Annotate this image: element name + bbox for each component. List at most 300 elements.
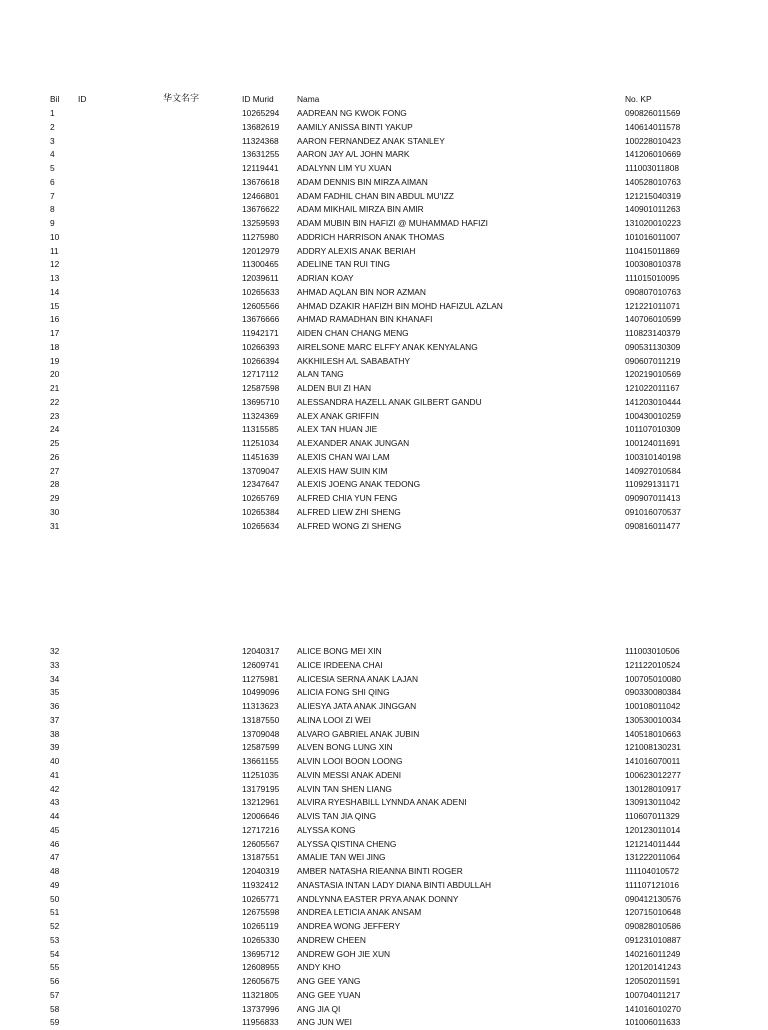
table-row <box>0 810 768 824</box>
cell-nama: ADAM DENNIS BIN MIRZA AIMAN <box>297 176 428 187</box>
cell-bil: 25 <box>50 438 60 448</box>
cell-id-murid: 10266394 <box>242 355 280 366</box>
cell-bil: 3 <box>50 135 55 146</box>
cell-no-kp: 140614011578 <box>625 121 681 132</box>
cell-bil: 55 <box>50 962 60 973</box>
cell-id-murid: 12605567 <box>242 838 280 849</box>
table-row <box>0 272 768 286</box>
cell-id-murid: 13179195 <box>242 783 280 794</box>
cell-bil: 40 <box>50 756 60 766</box>
cell-no-kp: 120715010648 <box>625 907 681 918</box>
cell-id-murid: 13695712 <box>242 948 280 959</box>
cell-nama: AIRELSONE MARC ELFFY ANAK KENYALANG <box>297 341 478 352</box>
cell-no-kp: 131222011064 <box>625 852 681 863</box>
cell-bil: 47 <box>50 852 60 863</box>
cell-no-kp: 121008130231 <box>625 742 681 753</box>
cell-bil: 49 <box>50 879 60 890</box>
cell-bil: 9 <box>50 218 55 228</box>
cell-id-murid: 12039611 <box>242 273 279 283</box>
cell-no-kp: 111104010572 <box>625 866 680 876</box>
cell-nama: ALEXIS JOENG ANAK TEDONG <box>297 479 421 490</box>
cell-bil: 11 <box>50 245 59 256</box>
cell-no-kp: 090807010763 <box>625 286 681 297</box>
cell-nama: ADAM FADHIL CHAN BIN ABDUL MU'IZZ <box>297 190 454 201</box>
cell-no-kp: 110607011329 <box>625 811 680 821</box>
cell-nama: ADAM MIKHAIL MIRZA BIN AMIR <box>297 204 424 215</box>
table-row <box>0 728 768 742</box>
cell-nama: ALEXANDER ANAK JUNGAN <box>297 438 410 448</box>
cell-no-kp: 111107121016 <box>625 879 680 890</box>
cell-nama: ALESSANDRA HAZELL ANAK GILBERT GANDU <box>297 396 482 407</box>
cell-no-kp: 121215040319 <box>625 190 681 201</box>
cell-id-murid: 12040317 <box>242 646 280 656</box>
cell-nama: ALVIN MESSI ANAK ADENI <box>297 769 402 780</box>
cell-no-kp: 090907011413 <box>625 493 681 503</box>
cell-nama: ALDEN BUI ZI HAN <box>297 383 371 393</box>
cell-id-murid: 13631255 <box>242 149 280 160</box>
cell-nama: ALVEN BONG LUNG XIN <box>297 742 393 753</box>
cell-nama: AAMILY ANISSA BINTI YAKUP <box>297 121 413 132</box>
table-row <box>0 934 768 948</box>
cell-bil: 34 <box>50 673 60 684</box>
table-row <box>0 1016 768 1030</box>
table-row <box>0 396 768 410</box>
cell-id-murid: 13187550 <box>242 714 280 725</box>
cell-no-kp: 121122010524 <box>625 659 681 670</box>
table-row <box>0 423 768 437</box>
table-row <box>0 906 768 920</box>
table-row <box>0 258 768 272</box>
cell-id-murid: 11300465 <box>242 259 279 270</box>
cell-nama: ANDREA LETICIA ANAK ANSAM <box>297 907 422 918</box>
table-row <box>0 700 768 714</box>
cell-bil: 24 <box>50 424 60 435</box>
cell-bil: 1 <box>50 108 55 118</box>
cell-bil: 51 <box>50 907 60 918</box>
cell-bil: 59 <box>50 1017 60 1028</box>
cell-no-kp: 140927010584 <box>625 465 681 476</box>
cell-no-kp: 090826011569 <box>625 108 681 118</box>
table-row <box>0 920 768 934</box>
cell-nama: ALYSSA QISTINA CHENG <box>297 838 397 849</box>
cell-bil: 38 <box>50 728 60 739</box>
header-nama: Nama <box>297 94 320 104</box>
table-row <box>0 865 768 879</box>
table-row <box>0 135 768 149</box>
cell-nama: ALEXIS CHAN WAI LAM <box>297 451 390 462</box>
cell-no-kp: 141203010444 <box>625 396 681 407</box>
cell-bil: 35 <box>50 687 60 698</box>
table-row <box>0 783 768 797</box>
cell-nama: ADDRY ALEXIS ANAK BERIAH <box>297 245 416 256</box>
table-row <box>0 231 768 245</box>
cell-nama: AMBER NATASHA RIEANNA BINTI ROGER <box>297 866 463 876</box>
cell-bil: 31 <box>50 520 60 531</box>
table-row <box>0 948 768 962</box>
cell-id-murid: 12609741 <box>242 659 280 670</box>
cell-id-murid: 11321805 <box>242 989 279 1000</box>
table-row <box>0 520 768 534</box>
cell-nama: ALVIN TAN SHEN LIANG <box>297 783 392 794</box>
cell-nama: ALICE BONG MEI XIN <box>297 646 382 656</box>
cell-no-kp: 120219010569 <box>625 369 681 380</box>
cell-no-kp: 120123011014 <box>625 824 681 835</box>
cell-no-kp: 120502011591 <box>625 976 681 986</box>
cell-no-kp: 110823140379 <box>625 328 681 338</box>
cell-nama: ANDLYNNA EASTER PRYA ANAK DONNY <box>297 893 459 904</box>
table-row <box>0 107 768 121</box>
cell-bil: 2 <box>50 121 55 132</box>
cell-no-kp: 140901011263 <box>625 204 681 215</box>
cell-nama: ALIESYA JATA ANAK JINGGAN <box>297 701 417 711</box>
cell-no-kp: 110415011869 <box>625 245 680 256</box>
cell-nama: AHMAD RAMADHAN BIN KHANAFI <box>297 314 433 325</box>
cell-bil: 33 <box>50 659 60 670</box>
cell-bil: 13 <box>50 273 60 283</box>
cell-no-kp: 100705010080 <box>625 673 681 684</box>
cell-bil: 7 <box>50 190 55 201</box>
table-row <box>0 741 768 755</box>
table-row <box>0 659 768 673</box>
cell-id-murid: 11251035 <box>242 769 279 780</box>
table-row <box>0 313 768 327</box>
cell-id-murid: 11313623 <box>242 701 279 711</box>
cell-bil: 12 <box>50 259 60 270</box>
table-row <box>0 673 768 687</box>
cell-bil: 4 <box>50 149 55 160</box>
cell-no-kp: 141206010669 <box>625 149 681 160</box>
cell-bil: 19 <box>50 355 60 366</box>
cell-nama: AKKHILESH A/L SABABATHY <box>297 355 411 366</box>
cell-id-murid: 13682619 <box>242 121 280 132</box>
cell-bil: 16 <box>50 314 60 325</box>
cell-no-kp: 111003011808 <box>625 163 680 173</box>
cell-nama: ALYSSA KONG <box>297 824 356 835</box>
table-row <box>0 437 768 451</box>
cell-nama: ANG JIA QI <box>297 1003 341 1014</box>
cell-nama: ALFRED CHIA YUN FENG <box>297 493 398 503</box>
cell-bil: 26 <box>50 451 60 462</box>
cell-id-murid: 11932412 <box>242 879 279 890</box>
cell-no-kp: 111015010095 <box>625 273 680 283</box>
cell-no-kp: 130530010034 <box>625 714 681 725</box>
cell-no-kp: 100430010259 <box>625 410 681 421</box>
cell-nama: ALEXIS HAW SUIN KIM <box>297 465 388 476</box>
cell-bil: 36 <box>50 701 60 711</box>
cell-nama: ALICESIA SERNA ANAK LAJAN <box>297 673 419 684</box>
cell-bil: 48 <box>50 866 60 876</box>
table-row <box>0 824 768 838</box>
table-row <box>0 796 768 810</box>
cell-nama: ANASTASIA INTAN LADY DIANA BINTI ABDULLAH <box>297 879 492 890</box>
cell-id-murid: 11251034 <box>242 438 279 448</box>
cell-bil: 52 <box>50 921 60 931</box>
cell-bil: 44 <box>50 811 60 821</box>
cell-id-murid: 10265771 <box>242 893 280 904</box>
cell-id-murid: 13709048 <box>242 728 280 739</box>
cell-no-kp: 090828010586 <box>625 921 681 931</box>
table-row <box>0 410 768 424</box>
header-bil: Bil <box>50 94 60 104</box>
cell-nama: ANDREW GOH JIE XUN <box>297 948 391 959</box>
cell-no-kp: 100310140198 <box>625 451 681 462</box>
cell-bil: 28 <box>50 479 60 490</box>
cell-no-kp: 100704011217 <box>625 989 681 1000</box>
cell-no-kp: 130913011042 <box>625 797 681 808</box>
cell-id-murid: 11451639 <box>242 451 279 462</box>
cell-no-kp: 090816011477 <box>625 520 681 531</box>
cell-no-kp: 100124011691 <box>625 438 681 448</box>
cell-bil: 42 <box>50 783 60 794</box>
cell-id-murid: 13695710 <box>242 396 280 407</box>
cell-no-kp: 121022011167 <box>625 383 680 393</box>
cell-nama: ALVIN LOOI BOON LOONG <box>297 756 403 766</box>
cell-no-kp: 090412130576 <box>625 893 681 904</box>
cell-id-murid: 13737996 <box>242 1003 280 1014</box>
cell-bil: 20 <box>50 369 60 380</box>
table-row <box>0 506 768 520</box>
cell-id-murid: 10266393 <box>242 341 280 352</box>
table-row <box>0 327 768 341</box>
cell-id-murid: 11275980 <box>242 231 279 242</box>
header-id-murid: ID Murid <box>242 94 274 104</box>
cell-bil: 6 <box>50 176 55 187</box>
header-chinese-name: 华文名字 <box>163 94 200 104</box>
cell-bil: 10 <box>50 231 60 242</box>
cell-id-murid: 12587598 <box>242 383 280 393</box>
cell-no-kp: 090607011219 <box>625 355 681 366</box>
table-row <box>0 838 768 852</box>
cell-no-kp: 120120141243 <box>625 962 681 973</box>
table-row <box>0 686 768 700</box>
cell-id-murid: 12717112 <box>242 369 279 380</box>
table-row <box>0 176 768 190</box>
cell-id-murid: 13259593 <box>242 218 280 228</box>
table-row <box>0 245 768 259</box>
cell-nama: AARON JAY A/L JOHN MARK <box>297 149 410 160</box>
cell-id-murid: 10265633 <box>242 286 280 297</box>
table-row <box>0 148 768 162</box>
cell-bil: 53 <box>50 934 60 945</box>
cell-id-murid: 11324368 <box>242 135 279 146</box>
cell-nama: ANG GEE YUAN <box>297 989 361 1000</box>
cell-no-kp: 090531130309 <box>625 341 681 352</box>
cell-no-kp: 110929131171 <box>625 479 680 490</box>
cell-id-murid: 12119441 <box>242 163 279 173</box>
cell-no-kp: 130128010917 <box>625 783 681 794</box>
cell-bil: 23 <box>50 410 60 421</box>
cell-nama: ANG JUN WEI <box>297 1017 352 1028</box>
table-row <box>0 217 768 231</box>
cell-no-kp: 140706010599 <box>625 314 681 325</box>
table-row <box>0 190 768 204</box>
cell-id-murid: 10265119 <box>242 921 279 931</box>
cell-id-murid: 13676618 <box>242 176 280 187</box>
table-row <box>0 121 768 135</box>
cell-bil: 15 <box>50 300 60 311</box>
cell-id-murid: 13676666 <box>242 314 280 325</box>
table-row <box>0 465 768 479</box>
cell-bil: 37 <box>50 714 60 725</box>
cell-nama: AHMAD DZAKIR HAFIZH BIN MOHD HAFIZUL AZLAN <box>297 300 503 311</box>
cell-bil: 57 <box>50 989 60 1000</box>
cell-id-murid: 12012979 <box>242 245 280 256</box>
table-row <box>0 478 768 492</box>
cell-nama: ANDREW CHEEN <box>297 934 366 945</box>
cell-nama: ADALYNN LIM YU XUAN <box>297 163 392 173</box>
table-row <box>0 645 768 659</box>
cell-no-kp: 101006011633 <box>625 1017 681 1028</box>
cell-no-kp: 100228010423 <box>625 135 681 146</box>
table-row <box>0 769 768 783</box>
cell-bil: 50 <box>50 893 60 904</box>
cell-nama: ALEX TAN HUAN JIE <box>297 424 378 435</box>
cell-bil: 29 <box>50 493 60 503</box>
cell-id-murid: 12040319 <box>242 866 280 876</box>
table-row <box>0 961 768 975</box>
cell-nama: ALFRED WONG ZI SHENG <box>297 520 402 531</box>
table-row <box>0 989 768 1003</box>
cell-id-murid: 12605566 <box>242 300 280 311</box>
table-row <box>0 714 768 728</box>
cell-id-murid: 13661155 <box>242 756 279 766</box>
cell-id-murid: 10265634 <box>242 520 280 531</box>
cell-id-murid: 12608955 <box>242 962 280 973</box>
cell-id-murid: 13187551 <box>242 852 280 863</box>
cell-id-murid: 13212961 <box>242 797 280 808</box>
cell-nama: ANG GEE YANG <box>297 976 361 986</box>
cell-bil: 21 <box>50 383 60 393</box>
cell-no-kp: 141016070011 <box>625 756 681 766</box>
cell-id-murid: 11942171 <box>242 328 279 338</box>
cell-nama: ALVIS TAN JIA QING <box>297 811 377 821</box>
cell-id-murid: 11275981 <box>242 673 279 684</box>
cell-bil: 43 <box>50 797 60 808</box>
cell-bil: 41 <box>50 769 60 780</box>
cell-nama: ALVARO GABRIEL ANAK JUBIN <box>297 728 420 739</box>
cell-nama: AMALIE TAN WEI JING <box>297 852 386 863</box>
cell-bil: 58 <box>50 1003 60 1014</box>
cell-no-kp: 140216011249 <box>625 948 681 959</box>
table-row <box>0 755 768 769</box>
cell-nama: AHMAD AQLAN BIN NOR AZMAN <box>297 286 426 297</box>
cell-id-murid: 11315585 <box>242 424 279 435</box>
cell-id-murid: 12466801 <box>242 190 280 201</box>
cell-bil: 56 <box>50 976 60 986</box>
table-row <box>0 975 768 989</box>
cell-no-kp: 100623012277 <box>625 769 681 780</box>
cell-id-murid: 12587599 <box>242 742 280 753</box>
header-row <box>0 93 768 107</box>
cell-no-kp: 121214011444 <box>625 838 681 849</box>
cell-bil: 54 <box>50 948 60 959</box>
table-row <box>0 286 768 300</box>
cell-no-kp: 141016010270 <box>625 1003 681 1014</box>
table-row <box>0 851 768 865</box>
cell-nama: ALINA LOOI ZI WEI <box>297 714 371 725</box>
cell-id-murid: 12006646 <box>242 811 280 821</box>
table-row <box>0 300 768 314</box>
cell-id-murid: 12675598 <box>242 907 280 918</box>
cell-id-murid: 10265769 <box>242 493 280 503</box>
cell-no-kp: 121221011071 <box>625 300 681 311</box>
cell-bil: 32 <box>50 646 60 656</box>
cell-bil: 46 <box>50 838 60 849</box>
cell-nama: ALEX ANAK GRIFFIN <box>297 410 379 421</box>
cell-id-murid: 12605675 <box>242 976 280 986</box>
table-row <box>0 893 768 907</box>
cell-id-murid: 10265330 <box>242 934 280 945</box>
cell-nama: ALVIRA RYESHABILL LYNNDA ANAK ADENI <box>297 797 467 808</box>
table-row <box>0 368 768 382</box>
cell-id-murid: 10265384 <box>242 506 280 517</box>
cell-nama: AIDEN CHAN CHANG MENG <box>297 328 409 338</box>
cell-id-murid: 10265294 <box>242 108 280 118</box>
cell-nama: ADELINE TAN RUI TING <box>297 259 391 270</box>
cell-nama: ANDREA WONG JEFFERY <box>297 921 401 931</box>
header-no-kp: No. KP <box>625 94 652 104</box>
cell-no-kp: 100308010378 <box>625 259 681 270</box>
cell-id-murid: 11956833 <box>242 1017 279 1028</box>
cell-id-murid: 12717216 <box>242 824 280 835</box>
cell-id-murid: 12347647 <box>242 479 280 490</box>
cell-no-kp: 090330080384 <box>625 687 681 698</box>
table-row <box>0 341 768 355</box>
table-row <box>0 382 768 396</box>
cell-nama: ALFRED LIEW ZHI SHENG <box>297 506 401 517</box>
cell-bil: 22 <box>50 396 60 407</box>
cell-id-murid: 13676622 <box>242 204 280 215</box>
cell-nama: ALICIA FONG SHI QING <box>297 687 390 698</box>
cell-bil: 5 <box>50 163 55 173</box>
table-row <box>0 162 768 176</box>
cell-bil: 17 <box>50 328 60 338</box>
cell-nama: ADDRICH HARRISON ANAK THOMAS <box>297 231 445 242</box>
cell-nama: ADRIAN KOAY <box>297 273 354 283</box>
table-row <box>0 1003 768 1017</box>
cell-bil: 45 <box>50 824 60 835</box>
cell-nama: ANDY KHO <box>297 962 341 973</box>
table-row <box>0 203 768 217</box>
cell-nama: AADREAN NG KWOK FONG <box>297 108 407 118</box>
cell-no-kp: 140518010663 <box>625 728 681 739</box>
cell-bil: 8 <box>50 204 55 215</box>
table-row <box>0 451 768 465</box>
cell-no-kp: 100108011042 <box>625 701 681 711</box>
header-id: ID <box>78 94 87 104</box>
cell-no-kp: 140528010763 <box>625 176 681 187</box>
table-row <box>0 355 768 369</box>
cell-nama: ALAN TANG <box>297 369 344 380</box>
cell-no-kp: 091016070537 <box>625 506 681 517</box>
cell-no-kp: 101107010309 <box>625 424 681 435</box>
cell-bil: 39 <box>50 742 60 753</box>
cell-no-kp: 091231010887 <box>625 934 681 945</box>
cell-id-murid: 13709047 <box>242 465 280 476</box>
cell-no-kp: 111003010506 <box>625 646 680 656</box>
table-row <box>0 492 768 506</box>
cell-id-murid: 10499096 <box>242 687 280 698</box>
cell-nama: AARON FERNANDEZ ANAK STANLEY <box>297 135 445 146</box>
cell-bil: 14 <box>50 286 60 297</box>
cell-no-kp: 101016011007 <box>625 231 681 242</box>
cell-id-murid: 11324369 <box>242 410 279 421</box>
cell-bil: 27 <box>50 465 60 476</box>
cell-no-kp: 131020010223 <box>625 218 681 228</box>
cell-bil: 30 <box>50 506 60 517</box>
table-row <box>0 879 768 893</box>
cell-nama: ADAM MUBIN BIN HAFIZI @ MUHAMMAD HAFIZI <box>297 218 488 228</box>
